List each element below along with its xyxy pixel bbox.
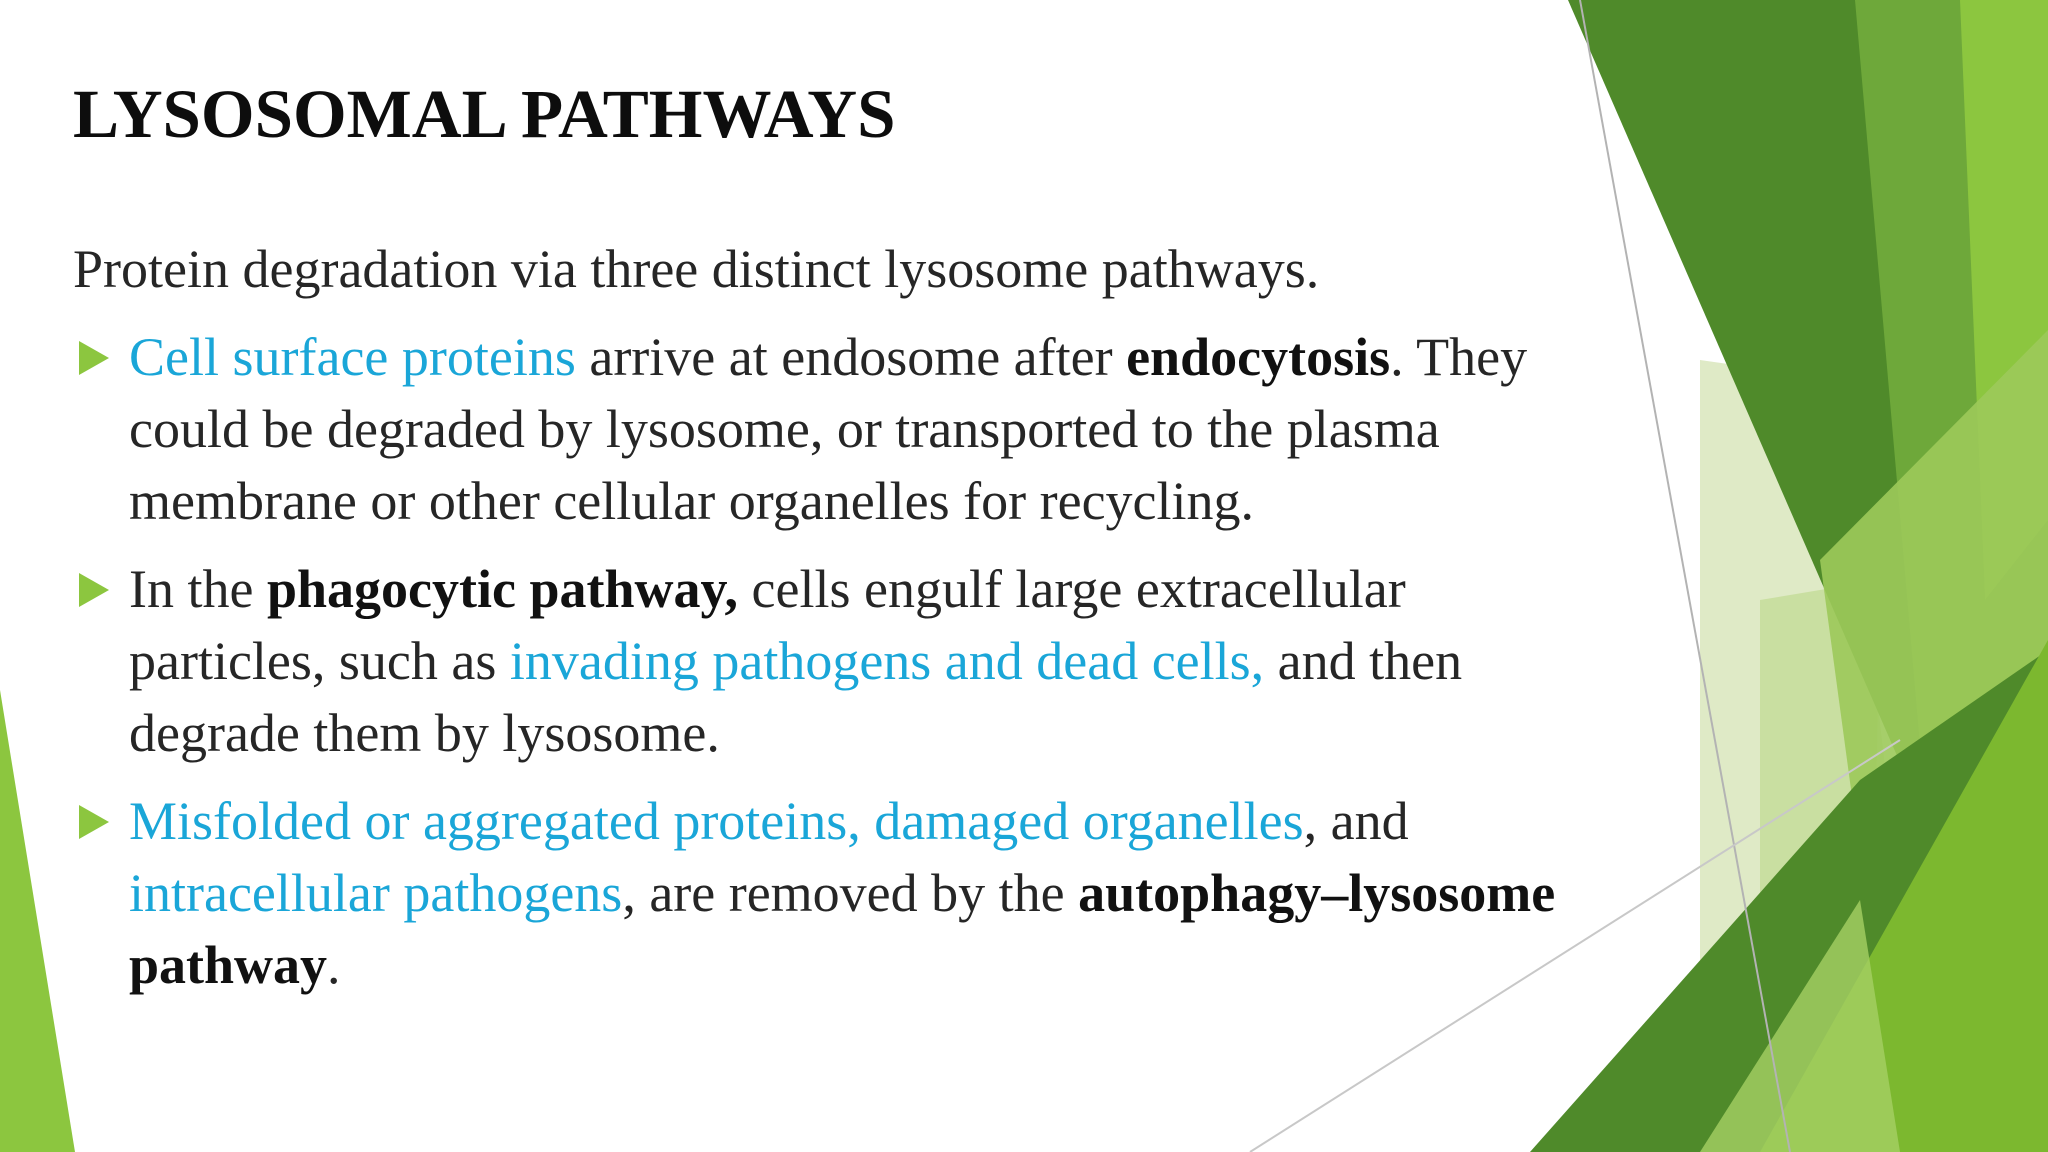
highlighted-text: intracellular pathogens — [129, 863, 623, 923]
bold-term: pathway — [129, 935, 328, 995]
bullet-triangle-icon — [79, 805, 109, 839]
bullet-item-autophagy — [73, 785, 1773, 1001]
bullet-line — [129, 625, 1773, 697]
bullet-line — [129, 857, 1773, 929]
bold-term: endocytosis — [1126, 327, 1391, 387]
text-span: . They — [1390, 327, 1528, 387]
bullet-line — [129, 553, 1773, 625]
intro-text: Protein degradation via three distinct lysosome pathways. — [73, 239, 1320, 299]
bold-term: phagocytic pathway, — [266, 559, 739, 619]
text-span: . — [327, 935, 341, 995]
bullet-item-endocytosis — [73, 321, 1773, 537]
bullet-triangle-icon — [79, 573, 109, 607]
bold-term: autophagy–lysosome — [1078, 863, 1556, 923]
text-span: , are removed by the — [622, 863, 1079, 923]
highlighted-text: Cell surface proteins — [129, 327, 576, 387]
bullet-line — [129, 929, 1773, 1001]
slide-body — [73, 233, 1773, 1017]
text-span: cells engulf large extracellular — [738, 559, 1406, 619]
bullet-line: degrade them by lysosome. — [129, 703, 720, 763]
text-span: , and — [1303, 791, 1409, 851]
bullet-item-phagocytic — [73, 553, 1773, 769]
highlighted-text: Misfolded or aggregated proteins, damaged organelles — [129, 791, 1304, 851]
text-span: In the — [129, 559, 267, 619]
text-span: arrive at endosome after — [575, 327, 1127, 387]
bullet-triangle-icon — [79, 341, 109, 375]
text-span: and then — [1264, 631, 1463, 691]
bullet-line: membrane or other cellular organelles for recycling. — [129, 471, 1255, 531]
slide-title: LYSOSOMAL PATHWAYS — [73, 76, 896, 152]
deco-left-green-sliver — [0, 690, 75, 1152]
bullet-line: could be degraded by lysosome, or transported to the plasma — [129, 399, 1440, 459]
highlighted-text: invading pathogens and dead cells, — [509, 631, 1265, 691]
bullet-line — [129, 321, 1773, 393]
bullet-line — [129, 785, 1773, 857]
text-span: particles, such as — [129, 631, 510, 691]
